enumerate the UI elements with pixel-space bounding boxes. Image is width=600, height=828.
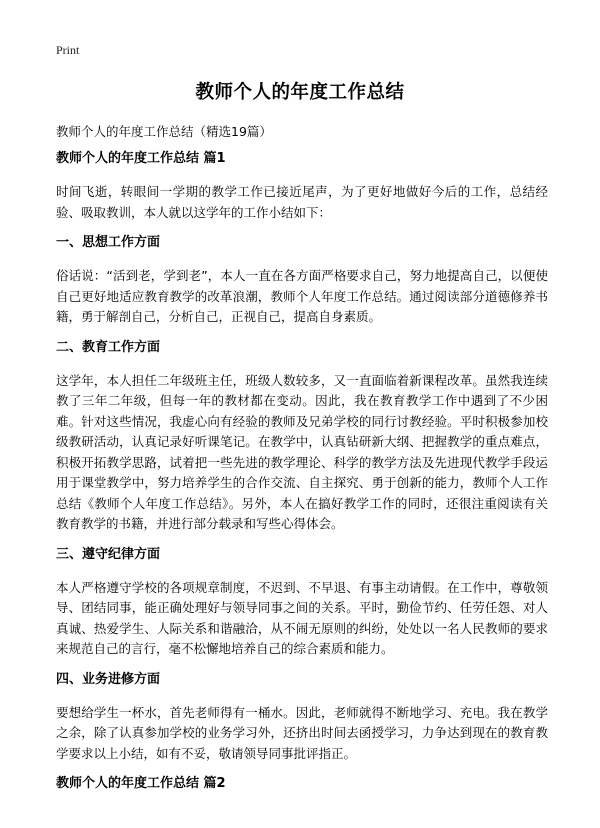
section-heading: 三、遵守纪律方面 [56,546,161,562]
section-paragraph: 俗话说：“活到老，学到老”，本人一直在各方面严格要求自己，努力地提高自己，以便使自己更好地适应教育教学的改革浪潮，教师个人年度工作总结。通过阅读部分道德修养书籍，勇于解剖自己，分析自己，正视自己，提高自身素质。 [56,268,548,324]
section-heading: 教师个人的年度工作总结 篇1 [56,151,226,166]
section-paragraph: 时间飞逝，转眼间一学期的教学工作已接近尾声，为了更好地做好今后的工作，总结经验、吸取教训，本人就以这学年的工作小结如下： [56,184,548,220]
section-heading: 四、业务进修方面 [56,671,161,687]
section-paragraph: 本人严格遵守学校的各项规章制度，不迟到、不早退、有事主动请假。在工作中，尊敬领导、团结同事，能正确处理好与领导同事之间的关系。平时，勤俭节约、任劳任怨、对人真诚、热爱学生、人际关系和谐融洽，从不闹无原则的纠纷，处处以一名人民教师的要求来规范自己的言行，毫不松懈地培养自己的综合素质和能力。 [56,579,548,656]
section-heading: 二、教育工作方面 [56,339,161,355]
section-heading: 教师个人的年度工作总结 篇2 [56,776,226,791]
section-paragraph: 要想给学生一杯水，首先老师得有一桶水。因此，老师就得不断地学习、充电。我在教学之余，除了认真参加学校的业务学习外，还挤出时间去函授学习，力争达到现在的教育教学要求以上小结，如有不妥，敬请领导同事批评指正。 [56,704,548,761]
print-link[interactable]: Print [56,43,80,57]
section-paragraph: 这学年，本人担任二年级班主任，班级人数较多，又一直面临着新课程改革。虽然我连续教了三年二年级，但每一年的教材都在变动。因此，我在教育教学工作中遇到了不少困难。针对这些情况，我虚心向有经验的教师及兄弟学校的同行讨教经验。平时积极参加校级教研活动，认真记录好听课笔记。在教学中，认真钻研新大纲、把握教学的重点难点，积极开拓教学思路，试着把一些先进的教学理论、科学的教学方法及先进现代教学手段运用于课堂教学中，努力培养学生的合作交流、自主探究、勇于创新的能力，教师个人工作总结《教师个人年度工作总结》。另外，本人在搞好教学工作的同时，还很注重阅读有关教育教学的书籍，并进行部分载录和写些心得体会。 [56,372,548,531]
section-heading: 一、思想工作方面 [56,235,161,250]
document-subtitle: 教师个人的年度工作总结（精选19篇） [56,124,272,139]
document-body [56,150,548,793]
document-title: 教师个人的年度工作总结 [195,82,405,103]
